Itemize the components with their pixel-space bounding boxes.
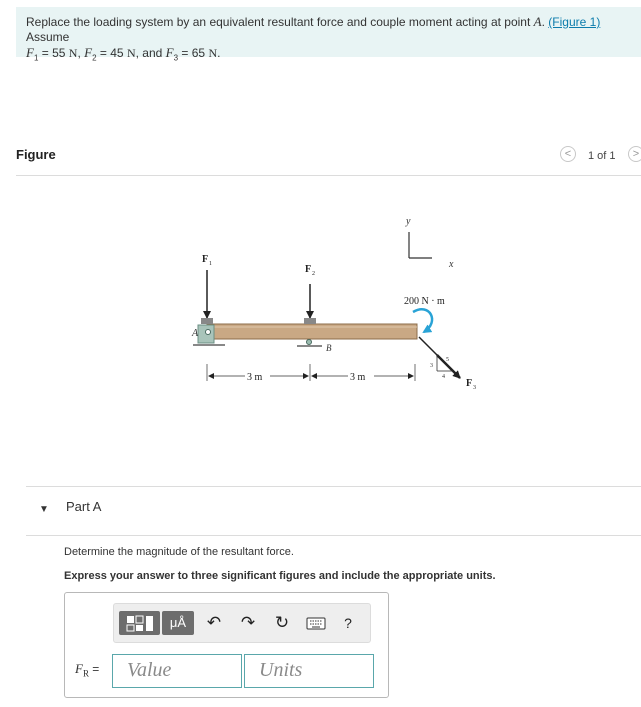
f2-load-plate — [304, 318, 316, 324]
f3-symbol: F — [165, 45, 174, 60]
figure-link[interactable]: (Figure 1) — [548, 15, 601, 29]
slope-horiz-label: 4 — [442, 374, 445, 380]
value-input[interactable]: Value — [112, 654, 242, 688]
axis-x-label: x — [449, 259, 454, 270]
undo-icon[interactable]: ↶ — [206, 613, 222, 632]
collapse-arrow-icon[interactable]: ▼ — [39, 504, 49, 515]
question-text: Determine the magnitude of the resultant force. — [64, 546, 294, 558]
f3-label: F — [466, 378, 473, 389]
fr-label-symbol: F — [75, 661, 83, 676]
slope-hyp-label: 5 — [446, 357, 449, 363]
f3-sub: 3 — [173, 53, 179, 63]
templates-icon — [119, 611, 160, 635]
moment-label: 200 N · m — [404, 296, 445, 307]
beam — [207, 324, 417, 339]
f1-label: F — [202, 254, 209, 265]
keyboard-icon[interactable] — [306, 612, 326, 634]
axes-icon — [409, 232, 432, 258]
f1-unit: N — [68, 46, 78, 60]
point-a-label: A — [192, 328, 199, 339]
f2-symbol: F — [84, 45, 93, 60]
figure-title: Figure — [16, 147, 56, 162]
help-icon[interactable]: ? — [344, 615, 352, 631]
units-input[interactable]: Units — [244, 654, 374, 688]
part-a-header[interactable] — [26, 486, 641, 536]
dimension-left: 3 m — [247, 372, 263, 383]
page-indicator: 1 of 1 — [588, 150, 616, 162]
roller-support-b — [297, 340, 322, 347]
redo-icon[interactable]: ↷ — [240, 613, 256, 632]
prev-figure-button[interactable]: < — [560, 146, 576, 162]
reset-icon[interactable]: ↻ — [274, 613, 290, 632]
answer-box — [64, 592, 389, 698]
period: . — [541, 15, 545, 29]
f1-load-plate — [201, 318, 213, 324]
math-toolbar — [113, 603, 371, 643]
f1-sub: 1 — [33, 53, 39, 63]
dimension-lines — [207, 364, 415, 381]
keyboard-shape — [306, 612, 326, 634]
f2-subscript: 2 — [312, 271, 315, 277]
point-label: A — [533, 14, 542, 29]
f3-subscript: 3 — [473, 385, 476, 391]
f2-value: = 45 — [99, 46, 124, 60]
next-figure-button[interactable]: > — [628, 146, 641, 162]
instruction-text: Express your answer to three significant figures and include the appropriate units. — [64, 570, 496, 582]
part-title: Part A — [66, 499, 102, 514]
templates-button[interactable] — [119, 611, 160, 635]
f3-unit: N — [208, 46, 218, 60]
point-b-label: B — [326, 343, 332, 353]
assume-text: Assume — [26, 30, 70, 44]
dimension-right: 3 m — [350, 372, 366, 383]
f2-unit: N — [126, 46, 136, 60]
problem-line-2: $F_1 = 55$ N, $F_2 = 45$ N, and $F_3 = 65$ N. — [26, 45, 221, 63]
f2-label: F — [305, 264, 312, 275]
units-symbol-button[interactable]: μÅ — [162, 611, 194, 635]
fr-label — [75, 661, 99, 679]
fr-label-eq: = — [92, 662, 100, 676]
f1-symbol: F — [26, 45, 34, 60]
f3-value: = 65 — [181, 46, 206, 60]
and-text: and — [142, 46, 163, 60]
axis-y-label: y — [406, 216, 411, 227]
f1-subscript: 1 — [209, 261, 212, 267]
fr-label-sub: R — [82, 668, 89, 679]
problem-text: Replace the loading system by an equivalent resultant force and couple moment acting at point — [26, 15, 531, 29]
slope-vert-label: 3 — [430, 363, 433, 369]
f2-sub: 2 — [92, 53, 97, 63]
f1-value: = 55 — [41, 46, 66, 60]
